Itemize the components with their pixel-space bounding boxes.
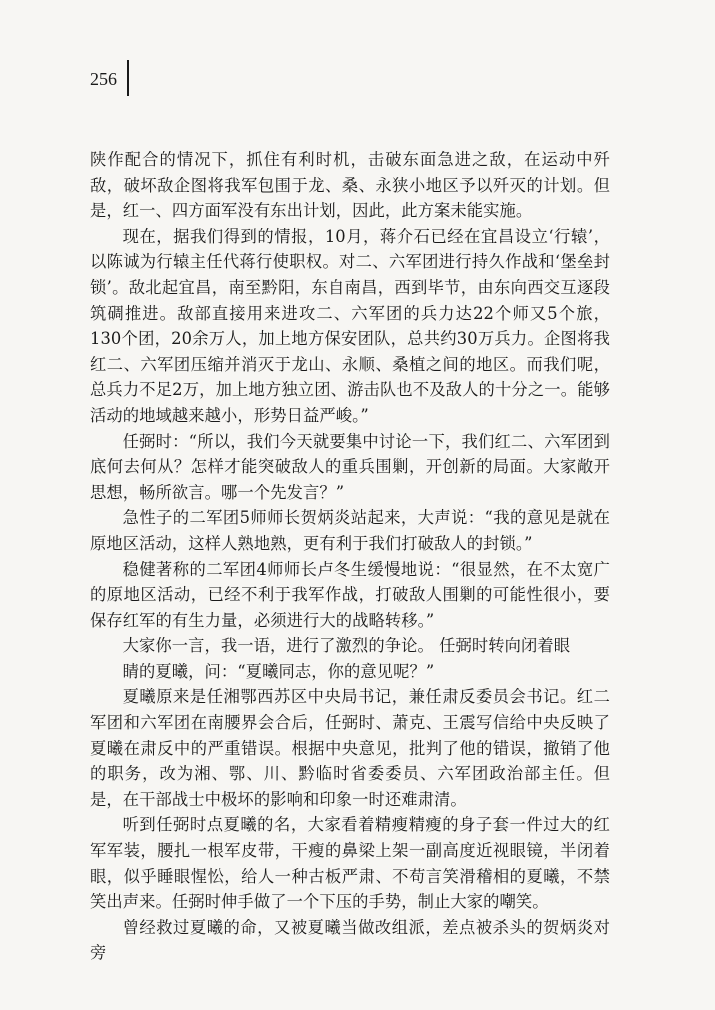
- paragraph: 任弼时：“所以，我们今天就要集中讨论一下，我们红二、六军团到底何去何从？怎样才能突破敌人的重兵围剿，开创新的局面。大家敞开思想，畅所欲言。哪一个先发言？”: [90, 431, 610, 502]
- page-number: 256: [90, 69, 117, 89]
- paragraph: 听到任弼时点夏曦的名，大家看着精瘦精瘦的身子套一件过大的红军军装，腰扎一根军皮带，干瘦的鼻梁上架一副高度近视眼镜，半闭着眼，似乎睡眼惺忪，给人一种古板严肃、不苟言笑滑稽相的夏曦，不禁笑出声来。任弼时伸手做了一个下压的手势，制止大家的嘲笑。: [90, 815, 610, 912]
- paragraph: 急性子的二军团5师师长贺炳炎站起来，大声说：“我的意见是就在原地区活动，这样人熟地熟，更有利于我们打破敌人的封锁。”: [90, 508, 610, 553]
- paragraph: 大家你一言，我一语，进行了激烈的争论。 任弼时转向闭着眼: [122, 636, 571, 656]
- body-text: [90, 147, 610, 966]
- header-divider: [127, 60, 129, 96]
- paragraph: 曾经救过夏曦的命，又被夏曦当做改组派，差点被杀头的贺炳炎对旁: [90, 917, 610, 963]
- paragraph: 现在，据我们得到的情报，10月，蒋介石已经在宜昌设立‘行辕’，以陈诚为行辕主任代蒋行使职权。对二、六军团进行持久作战和‘堡垒封锁’。敌北起宜昌，南至黔阳，东自南昌，西到毕节，由东向西交互逐段筑碉推进。敌部直接用来进攻二、六军团的兵力达22个师又5个旅，130个团，20余万人，加上地方保安团队，总共约30万兵力。企图将我红二、六军团压缩并消灭于龙山、永顺、桑植之间的地区。而我们呢，总兵力不足2万，加上地方独立团、游击队也不及敌人的十分之一。能够活动的地域越来越小，形势日益严峻。”: [90, 226, 610, 425]
- paragraph: 夏曦原来是任湘鄂西苏区中央局书记，兼任肃反委员会书记。红二军团和六军团在南腰界会合后，任弼时、萧克、王震写信给中央反映了夏曦在肃反中的严重错误。根据中央意见，批判了他的错误，撤销了他的职务，改为湘、鄂、川、黔临时省委委员、六军团政治部主任。但是，在干部战士中极坏的影响和印象一时还难肃清。: [90, 687, 610, 809]
- paragraph: 陕作配合的情况下，抓住有利时机，击破东面急进之敌，在运动中歼敌，破坏敌企图将我军包围于龙、桑、永狭小地区予以歼灭的计划。但是，红一、四方面军没有东出计划，因此，此方案未能实施。: [90, 150, 610, 221]
- paragraph: 稳健著称的二军团4师师长卢冬生缓慢地说：“很显然，在不太宽广的原地区活动，已经不利于我军作战，打破敌人围剿的可能性很小，要保存红军的有生力量，必须进行大的战略转移。”: [90, 559, 610, 630]
- paragraph: 睛的夏曦，问：“夏曦同志，你的意见呢？”: [122, 661, 435, 681]
